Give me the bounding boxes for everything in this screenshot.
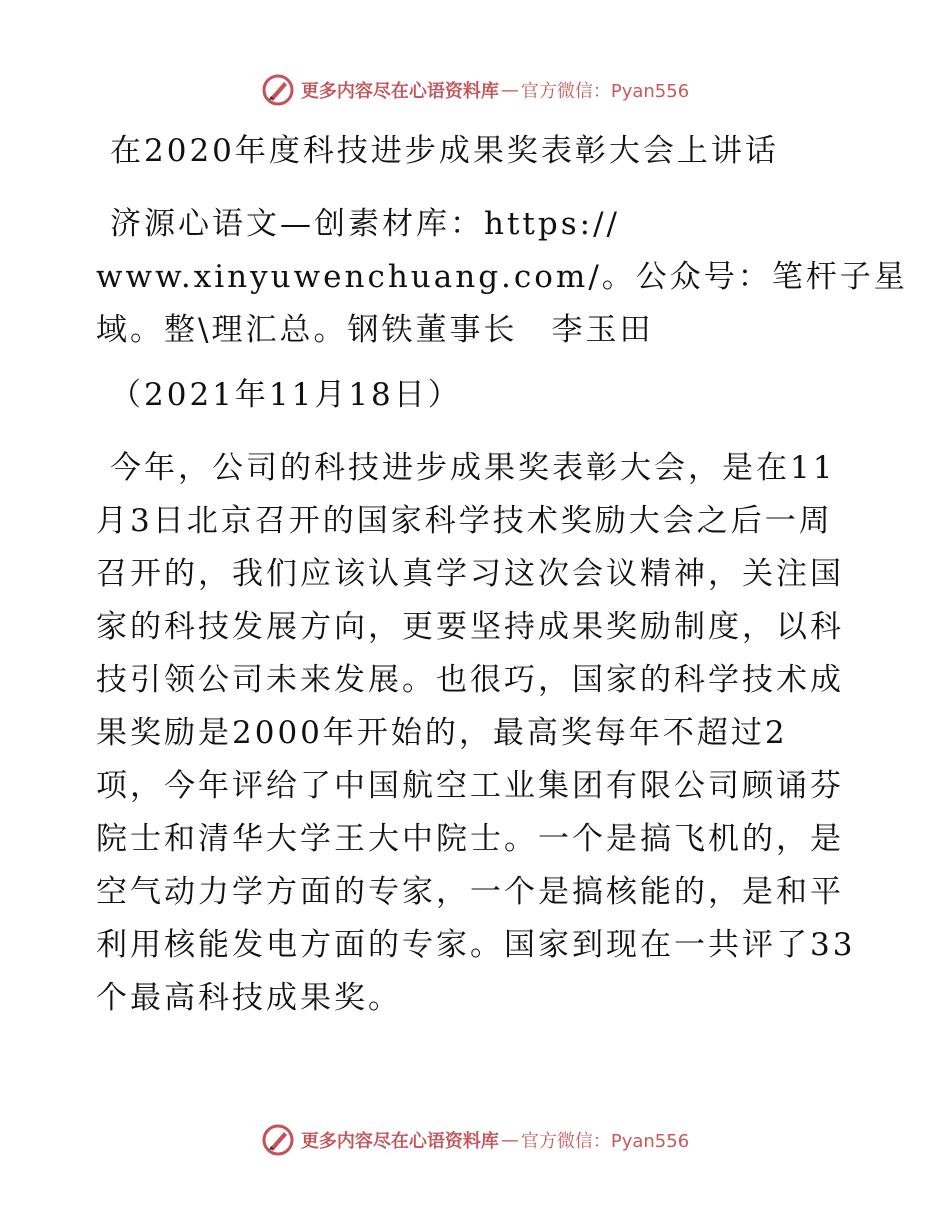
paragraph-line: 个最高科技成果奖。 <box>96 980 402 1016</box>
paragraph-line: 家的科技发展方向，更要坚持成果奖励制度，以科 <box>96 609 844 645</box>
banner-main-text: 更多内容尽在心语资料库 <box>300 1131 499 1152</box>
banner-wechat-text: 官方微信：Pyan556 <box>520 1131 690 1152</box>
source-line-2: www.xinyuwenchuang.com/。公众号：笔杆子星 <box>96 259 908 295</box>
document-title: 在2020年度科技进步成果奖表彰大会上讲话 <box>110 133 779 169</box>
paragraph-line: 项，今年评给了中国航空工业集团有限公司顾诵芬 <box>96 768 844 804</box>
footer-watermark-banner <box>0 1118 950 1162</box>
paragraph-line: 月3日北京召开的国家科学技术奖励大会之后一周 <box>96 503 833 539</box>
source-line-1: 济源心语文—创素材库：https:// <box>110 206 620 242</box>
paragraph-line: 利用核能发电方面的专家。国家到现在一共评了33 <box>96 927 856 963</box>
source-line-3: 域。整\理汇总。钢铁董事长 李玉田 <box>96 312 654 348</box>
document-body <box>96 122 908 1025</box>
banner-wechat-text: 官方微信：Pyan556 <box>520 81 690 102</box>
paragraph-line: 院士和清华大学王大中院士。一个是搞飞机的，是 <box>96 821 844 857</box>
paragraph-line: 空气动力学方面的专家，一个是搞核能的，是和平 <box>96 874 844 910</box>
pen-logo-icon <box>261 1123 295 1157</box>
paragraph-line: 召开的，我们应该认真学习这次会议精神，关注国 <box>96 556 844 592</box>
paragraph-line: 果奖励是2000年开始的，最高奖每年不超过2 <box>96 715 788 751</box>
header-watermark-banner <box>0 68 950 112</box>
banner-dash: — <box>500 1129 519 1151</box>
banner-main-text: 更多内容尽在心语资料库 <box>300 81 499 102</box>
banner-dash: — <box>500 79 519 101</box>
speech-date: （2021年11月18日） <box>110 377 462 413</box>
pen-logo-icon <box>261 73 295 107</box>
paragraph-line: 技引领公司未来发展。也很巧，国家的科学技术成 <box>96 662 844 698</box>
paragraph-line: 今年，公司的科技进步成果奖表彰大会，是在11 <box>110 450 836 486</box>
